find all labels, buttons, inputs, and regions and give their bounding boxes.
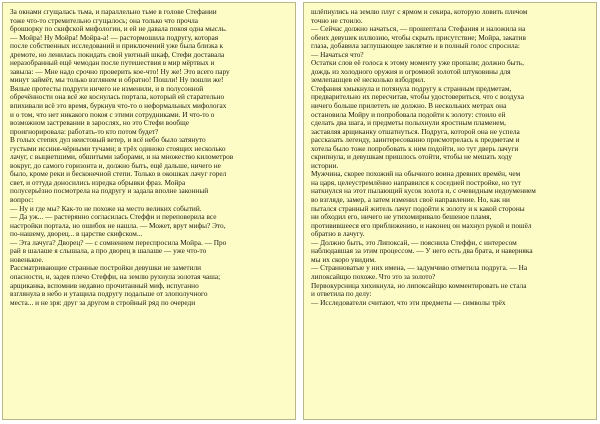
text-line: настройки портала, но ошибок не нашла. — Может, врут мифы? Это, [10,220,226,230]
text-line: истории. [311,160,339,170]
text-line: тоже что-то стремительно сгущалось; она только что прочла [10,15,199,25]
text-line: пытался странный житель лачуг подойти к золоту и к какой стороны [311,203,525,213]
text-line: Остатки слов её голоса к этому моменту уже пропали; должно быть, [311,58,524,68]
text-line: За окнами сгущалась тьма, и параллельно тьме в голове Стефании [10,7,217,16]
text-line: — Ну и где мы? Как-то не похоже на место великих событий. [10,203,202,213]
text-line: наблюдавшая за этим процессом. — У него есть два брата, и наверняка [311,246,533,256]
text-line: взглянула в небо и утащила подругу подальше от злополучного [10,289,208,299]
text-line: на царя, целеустремлённо направился к соседней постройке, но тут [311,177,522,187]
text-line: и о том, что нет никакого покоя с этими сотрудниками. И что-то о [10,109,215,119]
text-line: В голых степях дул неистовый ветер, и всё небо было затянуто [10,135,206,145]
text-line: противившееся его приближению, и наконец он махнул рукой и пошёл [311,220,532,230]
text-line: предварительно их пересчитав, чтобы удостовериться, что с воздуха [311,92,524,102]
right-page [303,2,597,420]
text-line: — Мойра! Ну Мойра! Мойра-а! — растормошила подругу, которая [10,32,219,42]
text-line: обратно в лачугу. [311,229,365,239]
text-line: — Должно быть, это Липоксай, — пояснила Стеффи, с интересом [311,237,517,247]
text-line: и ответила по делу: [311,289,372,299]
text-line: мы их скоро увидим. [311,254,376,264]
text-line: рай в шалаше я слышала, а про дворец в шалаше — уже что-то [10,246,207,256]
text-line: Вялые протесты подруги ничего не изменили, и в полусонной [10,83,204,93]
text-line: возможном застревании в зарослях, но это Стефи вообще [10,118,189,128]
text-line: опасности, и, задев плечо Стеффи, на землю рухнула золотая чаша; [10,271,221,281]
text-line: Мужчина, скорее похожий на обычного воина древних времён, чем [311,169,521,179]
text-line: лачуг, с выцветшими, обшитыми заборами, и на множество километров [10,152,234,162]
text-line: свет, и оттуда доносились изредка обрывки фраз. Мойра [10,177,186,187]
text-line: — Сейчас должно начаться, — прошептала Стефания и наложила на [311,24,526,34]
text-line: сделать два шага, и предметы полыхнули яростным пламенем, [311,118,506,128]
text-line: Рассматривающие странные постройки девушки не заметили [10,263,202,273]
text-line: проигнорировала: работать-то кто потом будет? [10,126,159,136]
text-line: — Эта лачуга? Дворец? — с сомнением переспросила Мойра. — Про [10,237,227,247]
text-line: во взгляде, замер, а затем изменил своё направление. Но, как ни [311,195,510,205]
text-line: глаза, добавила заглушающее заклятие и в полный голос спросила: [311,41,520,51]
text-line: по-нашему, дворец... в царстве скифском... [10,229,143,239]
text-line: точно не стоило. [311,15,363,25]
text-line: наткнулся на этот пылающий кусок золота и, с очевидным недоумением [311,186,536,196]
text-line: дождь из холодного оружия и огромной золотой штуковины для [311,66,511,76]
text-line: впихивали всё это время, буркнув что-то о неформальных мифологах [10,101,227,111]
text-line: после собственных исследований и приключений уже была близка к [10,41,224,51]
text-line: арщиканка, вспомнив недавно прочитанный миф, испуганно [10,280,199,290]
text-line: обеих девушек иллюзию, чтобы скрыть присутствие; Мойра, закатив [311,32,526,42]
text-line: новенькое. [10,254,44,264]
text-line: заставляя арщиканку отшатнуться. Подруга, которой она не успела [311,126,520,136]
text-line: обречённости она всё же коснулась портала, который ей старательно [10,92,225,102]
text-line: густыми иссиня-чёрными тучами; в трёх одиноко стоящих несколько [10,143,226,153]
text-line: ни обходил его, ничего не утихомиривало бешеное пламя, [311,212,492,222]
text-line: Стефания хмыкнула и потянула подругу к странным предметам, [311,83,512,93]
text-line: рассказать легенду, заинтересованно присмотрелась к предметам и [311,135,520,145]
text-line: полусерьёзно посмотрела на подругу и задала вполне законный [10,186,209,196]
text-line: землепашцев её несколько взбодрил. [311,75,426,85]
text-line: было, кроме реки и бесконечной степи. Только в окошках лачуг горел [10,169,227,179]
text-line: остановила Мойру и попробовала подойти к золоту: стоило ей [311,109,506,119]
text-line: вокруг, до самого горизонта и, должно быть, ещё дальше, ничего не [10,160,221,170]
text-line: — Да уж... — растерянно согласилась Стеффи и переповерила все [10,212,217,222]
text-line: — Начаться что? [311,49,364,59]
text-line: места... и не зря: друг за другом в стройный ряд по очереди [10,297,196,307]
text-line: — Исследователи считают, что эти предметы — символы трёх [311,297,506,307]
text-line: — Странноватые у них имена, — задумчиво отметила подруга. — На [311,263,528,273]
text-line: неразобранный ещё чемодан после путешествия в мир мёртвых и [10,58,215,68]
text-line: дремоте, но ленилась покидать свой уютный шкаф, Стефи доставала [10,49,225,59]
text-line: хотела было тоже попробовать к ним подойти, но тут дверь лачуги [311,143,519,153]
text-line: ничего больше прилететь не должно. В нескольких метрах она [311,101,507,111]
text-line: вопрос: [10,195,34,205]
right-page-text [311,8,589,307]
text-line: минут займёт, мы только взглянем и обратно! Пошли! Ну пошли же! [10,75,224,85]
text-line: скрипнула, и девушкам пришлось отойти, чтобы не мешать ходу [311,152,512,162]
text-line: шлёпнулись на землю плуг с ярмом и секира, которую ловить плечом [311,7,528,16]
left-page [2,2,296,420]
text-line: завыла: — Мне надо срочно проверить кое-что! Ну же! Это всего пару [10,66,230,76]
text-line: брошюрку по скифской мифологии, и ей не давала покоя одна мысль. [10,24,227,34]
left-page-text [10,8,288,307]
text-line: Первокурсница хихикнула, но липоксайщю комментировать не стала [311,280,527,290]
page-gutter [296,2,303,420]
text-line: липоксайщю похоже. Что это за золото? [311,271,436,281]
